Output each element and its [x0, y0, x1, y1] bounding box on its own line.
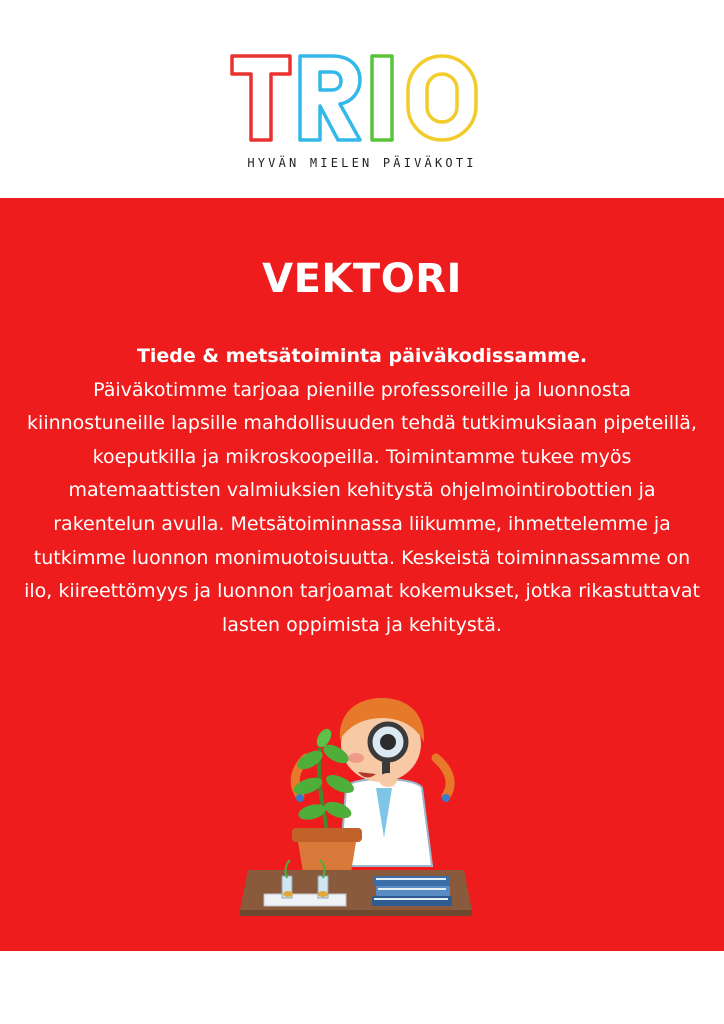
logo-tagline: HYVÄN MIELEN PÄIVÄKOTI: [247, 156, 477, 170]
body-text: [22, 340, 702, 642]
header: [0, 0, 724, 198]
page-title: VEKTORI: [262, 256, 462, 302]
logo-letter-r: [300, 56, 360, 140]
body-paragraph: Päiväkotimme tarjoaa pienille professoreille ja luonnosta kiinnostuneille lapsille mahdollisuuden tehdä tutkimuksiaan pipeteillä, koeputkilla ja mikroskoopeilla. Toimintamme tukee myös matemaattisten valmiuksien kehitystä ohjelmointirobottien ja rakentelun avulla. Metsätoiminnassa liikumme, ihmettelemme ja tutkimme luonnon monimuotoisuutta. Keskeistä toiminnassamme on ilo, kiireettömyys ja luonnon tarjoamat kokemukset, jotka rikastuttavat lasten oppimista ja kehitystä.: [24, 378, 700, 636]
girl-scientist-illustration: [236, 688, 476, 920]
content-panel: [0, 198, 724, 951]
subheading: Tiede & metsätoiminta päiväkodissamme.: [136, 345, 588, 367]
footer: [0, 951, 724, 1024]
trio-logo: [228, 52, 480, 144]
logo-letter-i: [372, 56, 392, 140]
logo-letter-t: [232, 56, 290, 140]
logo-letter-o: [408, 56, 476, 140]
